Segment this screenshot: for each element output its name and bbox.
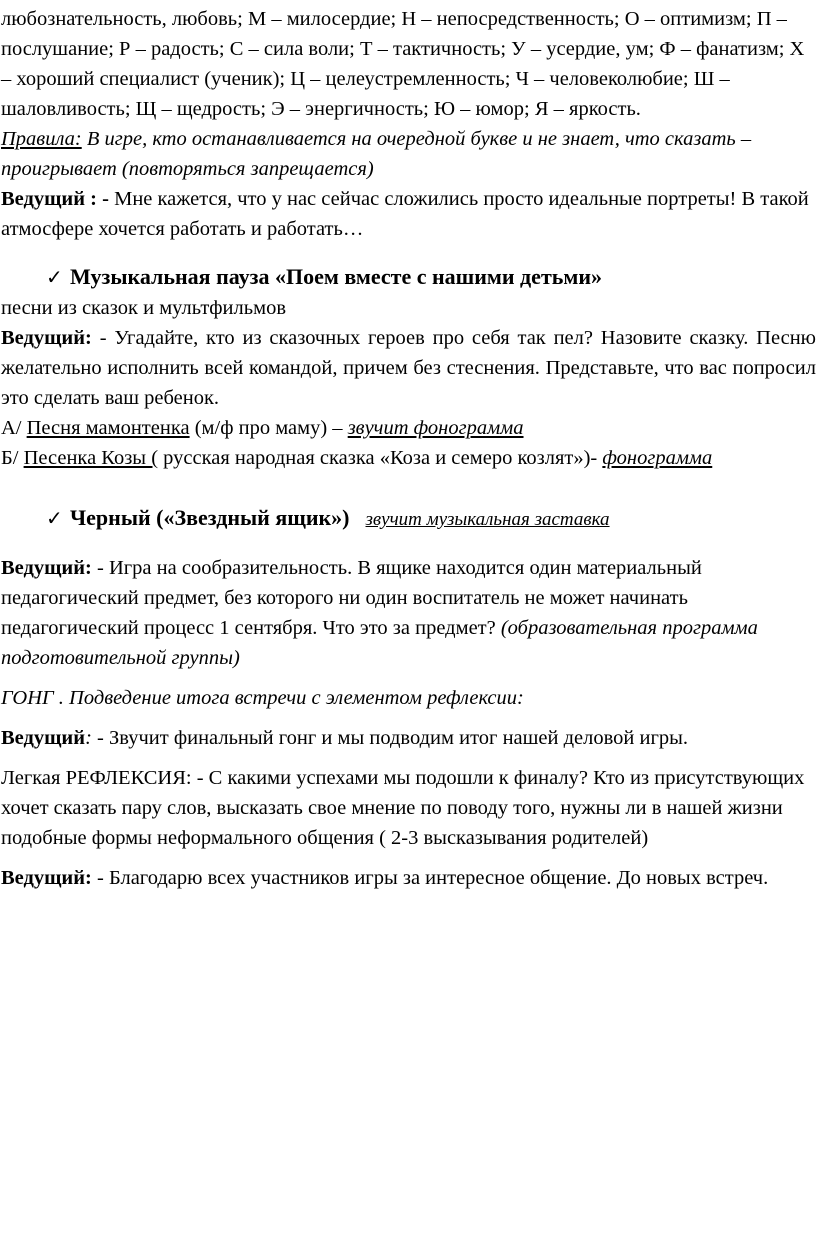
intro-paragraph	[0, 4, 816, 124]
song-description: (м/ф про маму) –	[189, 417, 348, 439]
host-label: Ведущий : -	[1, 188, 109, 210]
host-paragraph-1	[0, 184, 816, 244]
rules-label: Правила:	[1, 128, 82, 150]
host-paragraph-2	[0, 723, 816, 753]
host-label: Ведущий	[1, 727, 86, 749]
song-description: русская народная сказка «Коза и семеро козлят»)-	[158, 447, 603, 469]
song-note: фонограмма	[602, 447, 713, 469]
host-text: - Игра на сообразительность. В ящике находится один материальный педагогический предмет, без которого ни один воспитатель не может начинать педагогический процесс 1 сентября. Что это за предмет?	[1, 557, 702, 639]
host-text: - Звучит финальный гонг и мы подводим итог нашей деловой игры.	[91, 727, 689, 749]
host-label: Ведущий:	[1, 867, 92, 889]
song-b-line	[0, 443, 816, 473]
section-heading-box	[0, 503, 816, 535]
host-text: Мне кажется, что у нас сейчас сложились просто идеальные портреты! В такой атмосфере хочется работать и работать…	[1, 188, 809, 240]
host-paragraph-music	[0, 323, 816, 413]
host-label: Ведущий:	[1, 557, 92, 579]
song-prefix: А/	[1, 417, 27, 439]
section-heading-music	[0, 262, 816, 293]
reflection-text: Легкая РЕФЛЕКСИЯ: - С какими успехами мы подошли к финалу? Кто из присутствующих хочет сказать пару слов, высказать свое мнение по поводу того, нужны ли в нашей жизни подобные формы неформального общения ( 2-3 высказывания родителей)	[1, 767, 805, 849]
section-title: Музыкальная пауза «Поем вместе с нашими детьми»	[70, 264, 603, 289]
gong-line	[0, 683, 816, 713]
host-label: Ведущий:	[1, 327, 92, 349]
song-title: Песенка Козы (	[23, 447, 159, 469]
host-text: - Благодарю всех участников игры за интересное общение. До новых встреч.	[91, 867, 769, 889]
section-note: звучит музыкальная заставка	[365, 509, 610, 530]
reflection-paragraph	[0, 763, 816, 853]
host-paragraph-3	[0, 863, 816, 893]
song-a-line	[0, 413, 816, 443]
document-page	[0, 4, 816, 893]
host-text: - Угадайте, кто из сказочных героев про себя так пел? Назовите сказку. Песню желательно исполнить всей командой, причем без стеснения. Представьте, что вас попросил это сделать ваш ребенок.	[1, 327, 816, 409]
checkmark-icon: ✓	[46, 508, 63, 530]
song-note: звучит фонограмма	[347, 417, 524, 439]
host-answer: (образовательная программа подготовительной группы)	[1, 617, 758, 669]
intro-text: любознательность, любовь; М – милосердие; Н – непосредственность; О – оптимизм; П – послушание; Р – радость; С – сила воли; Т – тактичность; У – усердие, ум; Ф – фанатизм; Х – хороший специалист (ученик); Ц – целеустремленность; Ч – человеколюбие; Ш – шаловливость; Щ – щедрость; Э – энергичность; Ю – юмор; Я – яркость.	[1, 8, 805, 120]
rules-text: В игре, кто останавливается на очередной букве и не знает, что сказать – проигрывает (повторяться запрещается)	[1, 128, 752, 180]
gong-text: ГОНГ . Подведение итога встречи с элементом рефлексии:	[1, 687, 524, 709]
music-subtitle	[0, 293, 816, 323]
music-subtitle-text: песни из сказок и мультфильмов	[1, 297, 287, 319]
host-paragraph-box	[0, 553, 816, 673]
song-title: Песня мамонтенка	[26, 417, 190, 439]
song-prefix: Б/	[1, 447, 24, 469]
rules-paragraph	[0, 124, 816, 184]
host-colon: :	[85, 727, 92, 749]
checkmark-icon: ✓	[46, 267, 63, 289]
section-title: Черный («Звездный ящик»)	[70, 505, 350, 530]
